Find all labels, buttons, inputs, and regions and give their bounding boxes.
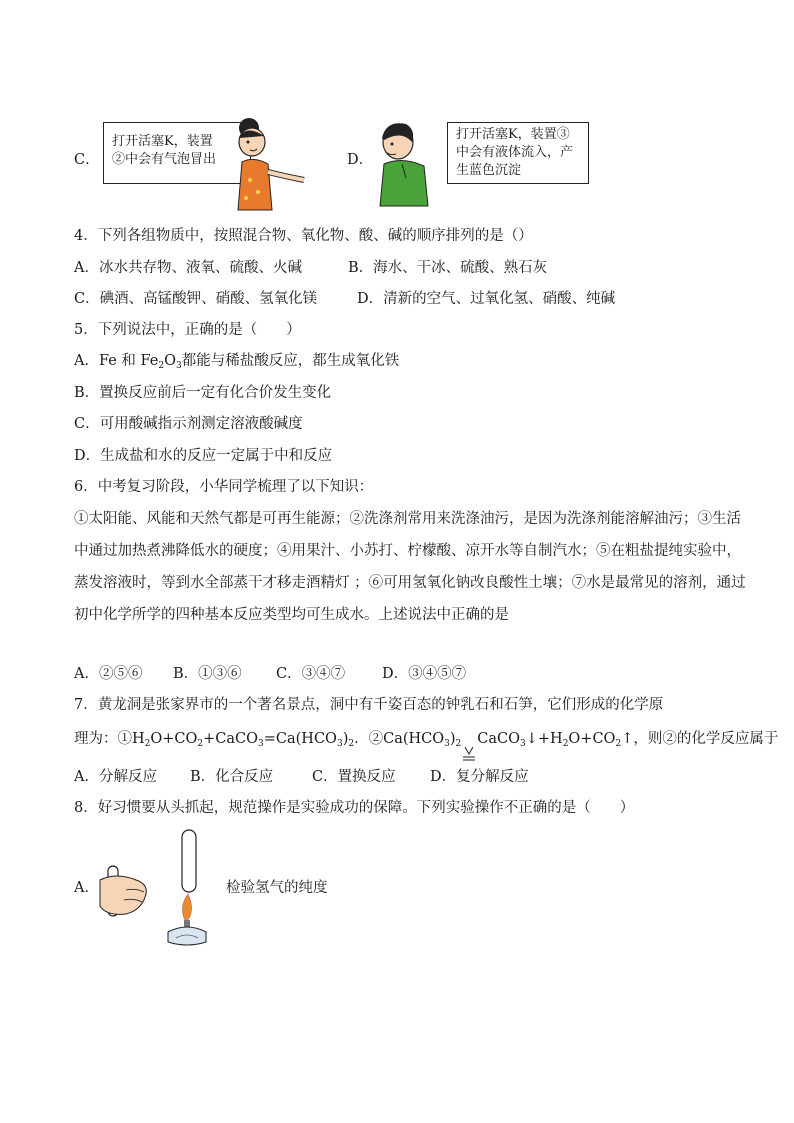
q7-eq-h: CaCO xyxy=(477,731,520,747)
q6-stem: 6．中考复习阶段，小华同学梳理了以下知识： xyxy=(74,479,374,495)
q7-eq-f: ．②Ca(HCO xyxy=(354,731,445,747)
q5-a-mid: O xyxy=(164,353,177,369)
q5-a-post: 都能与稀盐酸反应，都生成氧化铁 xyxy=(181,353,400,369)
q7-eq-sub: 2 xyxy=(562,739,569,749)
bubble-d-line3: 生蓝色沉淀 xyxy=(456,163,522,178)
girl-figure-illustration xyxy=(224,114,314,210)
q5-a-sub2: 3 xyxy=(176,361,182,371)
q8-option-a-label: A． xyxy=(74,880,99,896)
q4-option-a: A．冰水共存物、液氧、硫酸、火碱 xyxy=(74,260,302,276)
q5-a-sub1: 2 xyxy=(158,361,165,371)
option-c-label: C． xyxy=(74,152,100,168)
q7-eq-j: O+CO xyxy=(568,731,616,747)
q7-option-a: A．分解反应 xyxy=(74,769,157,785)
q7-eq-sub: 2 xyxy=(348,739,355,749)
q4-stem: 4．下列各组物质中，按照混合物、氧化物、酸、碱的顺序排列的是（） xyxy=(74,228,533,244)
q7-eq-k: ↑，则②的化学反应属于 xyxy=(621,731,779,747)
boy-figure-illustration xyxy=(372,118,436,208)
q6-option-b: B．①③⑥ xyxy=(173,666,242,682)
q7-option-c: C．置换反应 xyxy=(312,769,396,785)
q7-eq-sub: 2 xyxy=(615,739,622,749)
q7-eq-i: ↓+H xyxy=(525,731,563,747)
q7-option-b: B．化合反应 xyxy=(190,769,274,785)
q7-eq-d: =Ca(HCO xyxy=(263,731,337,747)
q6-option-c: C．③④⑦ xyxy=(276,666,346,682)
q7-eq-e: ) xyxy=(342,731,349,747)
bubble-c-line2: ②中会有气泡冒出 xyxy=(112,152,217,167)
q7-eq-sub: 2 xyxy=(197,739,204,749)
q7-eq-sub: 3 xyxy=(520,739,526,749)
q4-option-c: C．碘酒、高锰酸钾、硝酸、氢氧化镁 xyxy=(74,291,318,307)
q5-option-b: B．置换反应前后一定有化合价发生变化 xyxy=(74,385,332,401)
q7-equation-line xyxy=(74,729,778,754)
q4-option-d: D．清新的空气、过氧化氢、硝酸、纯碱 xyxy=(357,291,616,307)
q7-eq-sub: 2 xyxy=(455,739,462,749)
q7-eq-sub: 2 xyxy=(144,739,151,749)
option-d-label: D． xyxy=(347,152,374,168)
q6-option-d: D．③④⑤⑦ xyxy=(382,666,467,682)
q7-eq-sub: 3 xyxy=(336,739,343,749)
bubble-d-line2: 中会有液体流入，产 xyxy=(456,145,574,160)
bubble-d-line1: 打开活塞K，装置③ xyxy=(456,127,570,142)
q7-eq-sub: 3 xyxy=(444,739,450,749)
q7-eq-c: +CaCO xyxy=(203,731,259,747)
q7-option-d: D．复分解反应 xyxy=(430,769,529,785)
hydrogen-purity-test-illustration xyxy=(96,828,226,946)
q8-option-a-caption: 检验氢气的纯度 xyxy=(226,880,328,896)
q7-eq-a: 理为：①H xyxy=(74,731,145,747)
q5-a-pre: A．Fe 和 Fe xyxy=(74,353,159,369)
q5-stem: 5．下列说法中，正确的是（ ） xyxy=(74,322,301,338)
q6-body: ①太阳能、风能和天然气都是可再生能源；②洗涤剂常用来洗涤油污，是因为洗涤剂能溶解油污；③生活中通过加热煮沸降低水的硬度；④用果汁、小苏打、柠檬酸、凉开水等自制汽水；⑤在粗盐提纯实验中，蒸发溶液时，等到水全部蒸干才移走酒精灯 ；⑥可用氢氧化钠改良酸性土壤；⑦水是最常见的溶剂，通过初中化学所学的四种基本反应类型均可生成水。上述说法中正确的是 xyxy=(74,511,746,623)
q5-option-d: D．生成盐和水的反应一定属于中和反应 xyxy=(74,448,333,464)
q4-option-b: B．海水、干冰、硫酸、熟石灰 xyxy=(348,260,548,276)
q7-eq-sub: 3 xyxy=(258,739,264,749)
bubble-c-line1: 打开活塞K，装置 xyxy=(112,134,213,149)
q5-option-c: C．可用酸碱指示剂测定溶液酸碱度 xyxy=(74,416,303,432)
q8-stem: 8．好习惯要从头抓起，规范操作是实验成功的保障。下列实验操作不正确的是（ ） xyxy=(74,800,635,816)
q7-stem: 7．黄龙洞是张家界市的一个著名景点，洞中有千姿百态的钟乳石和石笋，它们形成的化学原 xyxy=(74,697,664,713)
q5-option-a xyxy=(74,351,399,376)
speech-bubble-d xyxy=(447,122,589,184)
q7-eq-b: O+CO xyxy=(150,731,198,747)
q6-option-a: A．②⑤⑥ xyxy=(74,666,143,682)
q7-eq-g: ) xyxy=(449,731,456,747)
